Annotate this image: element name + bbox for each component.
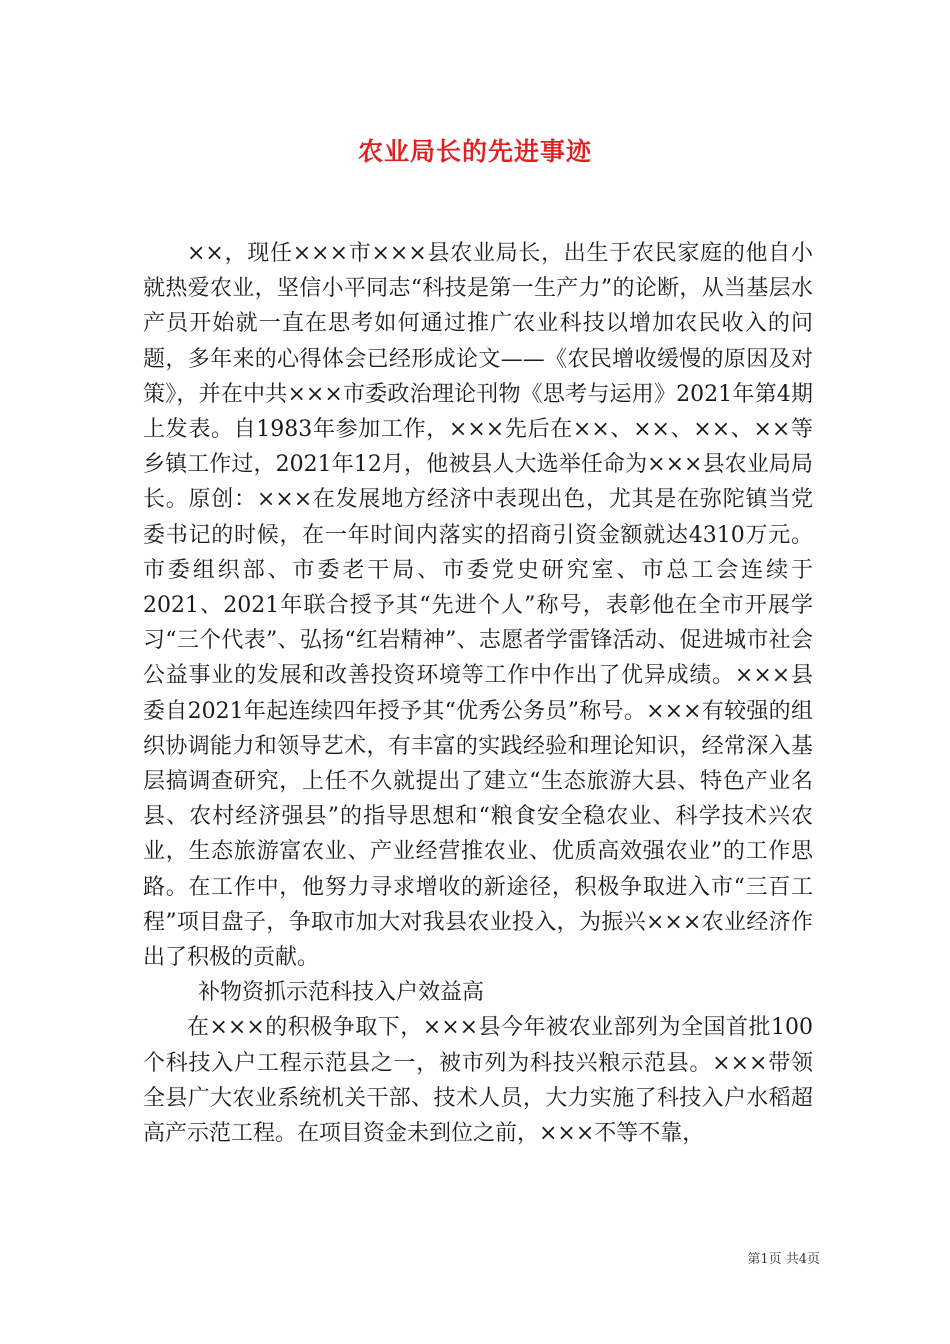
- section-subheading: 补物资抓示范科技入户效益高: [198, 980, 485, 1006]
- document-title: 农业局长的先进事迹: [357, 137, 592, 166]
- page-number-footer: 第1页 共4页: [747, 1252, 820, 1267]
- document-body: [143, 236, 813, 1151]
- paragraph-intro: ××，现任×××市×××县农业局长，出生于农民家庭的他自小就热爱农业，坚信小平同志“科技是第一生产力”的论断，从当基层水产员开始就一直在思考如何通过推广农业科技以增加农民收入的问题，多年来的心得体会已经形成论文——《农民增收缓慢的原因及对策》，并在中共×××市委政治理论刊物《思考与运用》2021年第4期上发表。自1983年参加工作，×××先后在××、××、××、××等乡镇工作过，2021年12月，他被县人大选举任命为×××县农业局局长。原创：×××在发展地方经济中表现出色，尤其是在弥陀镇当党委书记的时候，在一年时间内落实的招商引资金额就达4310万元。市委组织部、市委老干局、市委党史研究室、市总工会连续于2021、2021年联合授予其“先进个人”称号，表彰他在全市开展学习“三个代表”、弘扬“红岩精神”、志愿者学雷锋活动、促进城市社会公益事业的发展和改善投资环境等工作中作出了优异成绩。×××县委自2021年起连续四年授予其“优秀公务员”称号。×××有较强的组织协调能力和领导艺术，有丰富的实践经验和理论知识，经常深入基层搞调查研究，上任不久就提出了建立“生态旅游大县、特色产业名县、农村经济强县”的指导思想和“粮食安全稳农业、科学技术兴农业，生态旅游富农业、产业经营推农业、优质高效强农业”的工作思路。在工作中，他努力寻求增收的新途径，积极争取进入市“三百工程”项目盘子，争取市加大对我县农业投入，为振兴×××农业经济作出了积极的贡献。: [143, 241, 813, 971]
- paragraph-science-demo: 在×××的积极争取下，×××县今年被农业部列为全国首批100个科技入户工程示范县之一，被市列为科技兴粮示范县。×××带领全县广大农业系统机关干部、技术人员，大力实施了科技入户水稻超高产示范工程。在项目资金未到位之前，×××不等不靠，: [143, 1015, 813, 1147]
